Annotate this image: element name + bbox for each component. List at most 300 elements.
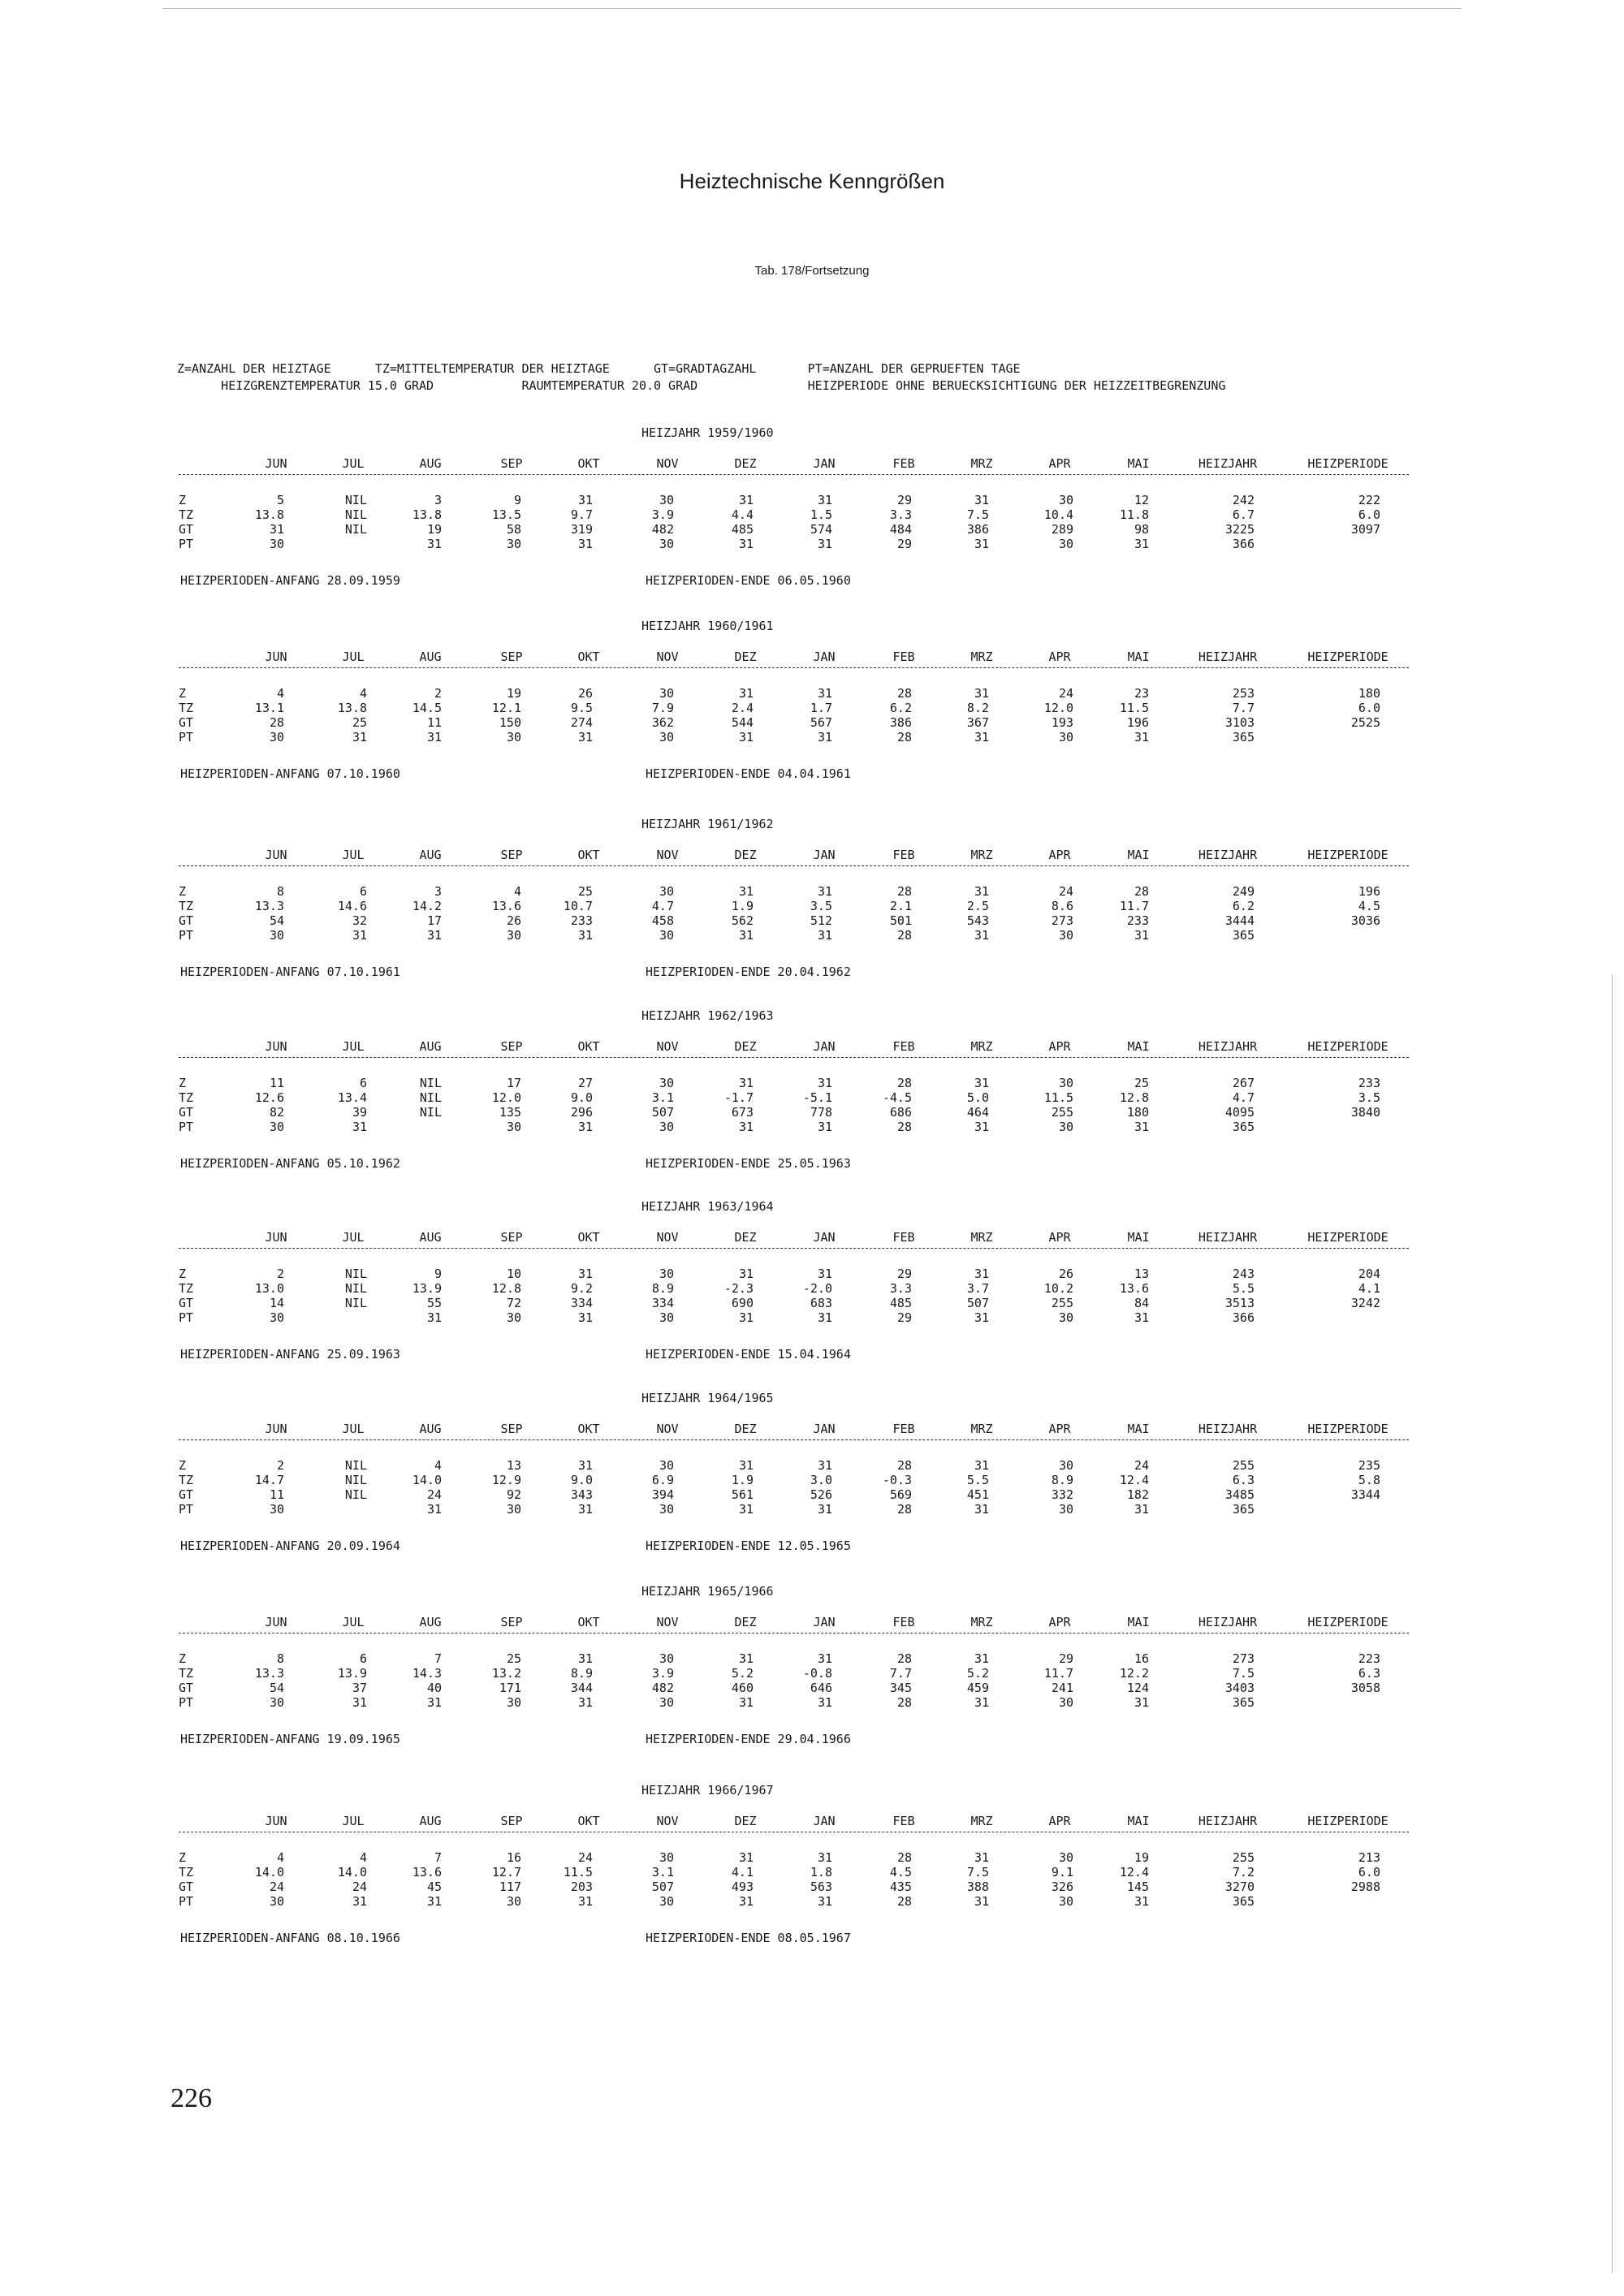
column-header: NOV [656,1422,679,1436]
table-row [0,507,1624,524]
table-cell: 6 [359,884,367,899]
table-cell: 6.0 [1358,507,1380,522]
table-row [0,1651,1624,1668]
table-cell: 29 [896,537,912,551]
table-cell: 84 [1134,1296,1149,1310]
table-cell: 193 [1051,715,1073,730]
table-cell: 464 [966,1105,989,1120]
table-row [0,899,1624,915]
table-cell: 54 [269,1681,284,1695]
table-cell: NIL [344,1487,367,1502]
table-cell: 30 [1058,1695,1073,1710]
column-header: JUN [265,1422,287,1436]
column-header: JUL [342,1814,365,1828]
table-cell: -0.8 [802,1666,832,1681]
table-cell: 29 [896,1310,912,1325]
table-cell: 561 [731,1487,754,1502]
row-label: TZ [179,1090,194,1105]
table-cell: 233 [1126,913,1149,928]
table-cell: 386 [966,522,989,537]
table-cell: 25 [577,884,593,899]
table-cell: 3270 [1224,1880,1255,1894]
table-cell: 4 [276,686,284,701]
table-cell: 673 [731,1105,754,1120]
table-cell: 7 [434,1651,442,1666]
table-cell: 5.5 [1232,1281,1255,1296]
table-row [0,884,1624,900]
table-cell: 3485 [1224,1487,1255,1502]
column-header: HEIZJAHR [1198,1615,1258,1629]
table-cell: 8 [276,884,284,899]
heating-period-start: HEIZPERIODEN-ANFANG 25.09.1963 [180,1347,400,1362]
table-cell: 28 [896,1894,912,1909]
table-cell: 30 [506,730,521,744]
table-row [0,1120,1624,1136]
table-cell: 3.1 [651,1090,674,1105]
column-header: NOV [656,1814,679,1828]
table-cell: 31 [974,537,989,551]
header-divider [179,865,1409,866]
table-cell: 326 [1051,1880,1073,1894]
table-cell: 14.7 [254,1473,284,1487]
table-cell: 4.7 [651,899,674,913]
table-cell: 5.2 [731,1666,754,1681]
column-header: APR [1048,1039,1071,1054]
table-cell: 13.2 [491,1666,521,1681]
row-label: PT [179,537,194,551]
table-cell: 25 [352,715,367,730]
table-cell: 31 [1134,1894,1149,1909]
table-cell: 30 [1058,493,1073,507]
table-cell: 14 [269,1296,284,1310]
row-label: Z [179,884,187,899]
table-cell: 117 [499,1880,521,1894]
table-cell: 9.1 [1051,1865,1073,1880]
column-header: MRZ [970,1230,993,1245]
table-row [0,1267,1624,1283]
column-header: DEZ [734,1814,757,1828]
column-header: HEIZPERIODE [1307,1039,1389,1054]
table-cell: 55 [426,1296,442,1310]
table-cell: 31 [1134,730,1149,744]
column-header: HEIZJAHR [1198,1422,1258,1436]
table-cell: 7.2 [1232,1865,1255,1880]
table-cell: 19 [426,522,442,537]
table-cell: 4.1 [731,1865,754,1880]
table-cell: 8.9 [651,1281,674,1296]
column-header: NOV [656,1230,679,1245]
table-cell: 4095 [1224,1105,1255,1120]
table-cell: 388 [966,1880,989,1894]
table-cell: 31 [738,1458,754,1473]
table-cell: -4.5 [882,1090,912,1105]
table-cell: 10 [506,1267,521,1281]
column-header: OKT [577,1814,600,1828]
table-cell: 451 [966,1487,989,1502]
table-cell: 274 [570,715,593,730]
column-header: HEIZJAHR [1198,1230,1258,1245]
column-header-row [0,1422,1624,1438]
table-cell: 28 [896,1120,912,1134]
legend-line-2: HEIZGRENZTEMPERATUR 15.0 GRAD RAUMTEMPERATUR 20.0 GRAD HEIZPERIODE OHNE BERUECKSICHTIGUNG DER HEIZZEITBEGRENZUNG [177,378,1226,393]
column-header: HEIZJAHR [1198,650,1258,664]
table-cell: 92 [506,1487,521,1502]
column-header: HEIZPERIODE [1307,1814,1389,1828]
table-cell: 13.6 [1119,1281,1149,1296]
column-header: OKT [577,1422,600,1436]
table-cell: 28 [896,1502,912,1517]
column-header: DEZ [734,650,757,664]
table-cell: 28 [896,1651,912,1666]
table-cell: 17 [426,913,442,928]
column-header: HEIZJAHR [1198,1039,1258,1054]
table-cell: 31 [738,537,754,551]
table-cell: 485 [731,522,754,537]
table-cell: 4.4 [731,507,754,522]
table-cell: 28 [896,686,912,701]
column-header: MAI [1127,1230,1150,1245]
table-cell: 31 [738,1310,754,1325]
table-cell: 31 [577,730,593,744]
table-cell: 9.0 [570,1473,593,1487]
table-row [0,1090,1624,1107]
column-header: MRZ [970,1422,993,1436]
table-cell: 3.7 [966,1281,989,1296]
table-cell: NIL [344,507,367,522]
column-header: JAN [813,1230,836,1245]
table-cell: NIL [419,1090,442,1105]
table-cell: 31 [974,1502,989,1517]
table-cell: 31 [974,493,989,507]
row-label: PT [179,1894,194,1909]
column-header: AUG [419,1615,442,1629]
table-cell: 1.5 [810,507,832,522]
table-cell: 6 [359,1076,367,1090]
table-cell: 8.6 [1051,899,1073,913]
heating-period-end: HEIZPERIODEN-ENDE 29.04.1966 [646,1732,851,1746]
table-cell: 30 [1058,1310,1073,1325]
table-cell: 683 [810,1296,832,1310]
column-header: HEIZPERIODE [1307,650,1389,664]
table-cell: 6.9 [651,1473,674,1487]
table-row [0,537,1624,553]
table-cell: 31 [738,1502,754,1517]
heating-year-block [0,1199,1624,1386]
table-cell: 3 [434,884,442,899]
table-cell: 19 [506,686,521,701]
table-cell: 10.2 [1043,1281,1073,1296]
table-cell: 222 [1358,493,1380,507]
table-cell: 82 [269,1105,284,1120]
table-cell: 344 [570,1681,593,1695]
table-cell: 30 [659,1695,674,1710]
table-cell: 31 [269,522,284,537]
table-cell: 31 [426,1310,442,1325]
table-row [0,1880,1624,1896]
table-cell: 482 [651,522,674,537]
table-cell: 10.4 [1043,507,1073,522]
table-cell: 12.4 [1119,1473,1149,1487]
table-cell: 30 [269,537,284,551]
table-cell: 30 [659,1458,674,1473]
table-cell: 37 [352,1681,367,1695]
table-cell: 31 [352,1120,367,1134]
table-cell: 273 [1232,1651,1255,1666]
table-cell: 31 [577,1458,593,1473]
table-cell: 30 [659,1894,674,1909]
table-cell: 31 [738,1894,754,1909]
table-cell: 2.1 [889,899,912,913]
table-cell: 31 [974,730,989,744]
table-cell: 31 [817,1267,832,1281]
heating-period-start: HEIZPERIODEN-ANFANG 07.10.1961 [180,965,400,979]
table-cell: 8.2 [966,701,989,715]
column-header: HEIZJAHR [1198,848,1258,862]
table-cell: 365 [1232,1120,1255,1134]
table-cell: 16 [506,1850,521,1865]
table-cell: 30 [659,493,674,507]
table-cell: 31 [738,1076,754,1090]
table-cell: 29 [1058,1651,1073,1666]
table-cell: 13.6 [491,899,521,913]
table-cell: 12.7 [491,1865,521,1880]
column-header: OKT [577,1230,600,1245]
row-label: GT [179,1296,194,1310]
column-header: APR [1048,1814,1071,1828]
table-cell: 72 [506,1296,521,1310]
heating-year-block [0,1783,1624,1970]
column-header: DEZ [734,1615,757,1629]
column-header: MAI [1127,1615,1150,1629]
table-cell: 3.5 [1358,1090,1380,1105]
table-cell: 31 [738,1651,754,1666]
column-header: JAN [813,1422,836,1436]
table-cell: 3097 [1350,522,1380,537]
table-cell: 24 [1058,884,1073,899]
heating-year-title: HEIZJAHR 1965/1966 [641,1584,774,1599]
column-header: AUG [419,1814,442,1828]
table-cell: 4 [434,1458,442,1473]
table-cell: 8.9 [1051,1473,1073,1487]
column-header: MRZ [970,650,993,664]
table-cell: 778 [810,1105,832,1120]
table-cell: 4.1 [1358,1281,1380,1296]
table-cell: 7.5 [966,1865,989,1880]
column-header: MRZ [970,1039,993,1054]
table-cell: 31 [577,928,593,943]
scan-edge-mark [162,8,1462,9]
row-label: TZ [179,1281,194,1296]
table-cell: 28 [1134,884,1149,899]
table-cell: 31 [974,1695,989,1710]
table-cell: 29 [896,493,912,507]
table-cell: 31 [738,928,754,943]
heating-period-start: HEIZPERIODEN-ANFANG 05.10.1962 [180,1156,400,1171]
table-cell: 30 [659,1267,674,1281]
row-label: PT [179,730,194,744]
table-cell: 31 [577,1651,593,1666]
table-cell: 13 [506,1458,521,1473]
table-cell: 3 [434,493,442,507]
table-cell: 31 [738,884,754,899]
row-label: PT [179,1695,194,1710]
table-cell: 3058 [1350,1681,1380,1695]
heating-period-end: HEIZPERIODEN-ENDE 06.05.1960 [646,573,851,588]
column-header: JUL [342,848,365,862]
table-cell: 30 [1058,730,1073,744]
table-cell: 31 [817,493,832,507]
row-label: Z [179,1076,187,1090]
table-cell: 686 [889,1105,912,1120]
column-header: MAI [1127,650,1150,664]
table-cell: 507 [966,1296,989,1310]
column-header: NOV [656,1039,679,1054]
row-label: PT [179,1310,194,1325]
table-cell: 31 [1134,1502,1149,1517]
table-cell: 31 [426,730,442,744]
table-cell: 11.7 [1043,1666,1073,1681]
table-cell: 3225 [1224,522,1255,537]
table-cell: NIL [419,1076,442,1090]
table-cell: 31 [817,1651,832,1666]
table-cell: 31 [817,884,832,899]
table-cell: 30 [269,928,284,943]
table-cell: 1.9 [731,899,754,913]
table-cell: 30 [269,1894,284,1909]
row-label: GT [179,1487,194,1502]
table-cell: 9.5 [570,701,593,715]
table-cell: 3.3 [889,507,912,522]
table-cell: 4 [276,1850,284,1865]
table-cell: 296 [570,1105,593,1120]
table-cell: 27 [577,1076,593,1090]
table-cell: 12.2 [1119,1666,1149,1681]
table-cell: 31 [974,1120,989,1134]
row-label: GT [179,1105,194,1120]
table-cell: 24 [269,1880,284,1894]
table-cell: 31 [817,686,832,701]
table-cell: 31 [974,1651,989,1666]
column-header: FEB [892,1814,915,1828]
column-header: HEIZJAHR [1198,1814,1258,1828]
table-cell: 28 [896,1695,912,1710]
row-label: TZ [179,1865,194,1880]
table-cell: 31 [817,730,832,744]
table-row [0,730,1624,746]
table-cell: 30 [269,730,284,744]
table-cell: 574 [810,522,832,537]
table-subtitle: Tab. 178/Fortsetzung [754,264,870,278]
heating-year-title: HEIZJAHR 1959/1960 [641,425,774,440]
table-cell: 13.4 [337,1090,367,1105]
row-label: Z [179,1850,187,1865]
table-row [0,1281,1624,1297]
row-label: Z [179,1267,187,1281]
row-label: TZ [179,1473,194,1487]
table-cell: 30 [1058,1120,1073,1134]
heating-year-title: HEIZJAHR 1960/1961 [641,619,774,633]
table-cell: 28 [896,1458,912,1473]
table-cell: 7.7 [889,1666,912,1681]
table-cell: 507 [651,1880,674,1894]
table-cell: 31 [577,1502,593,1517]
table-cell: NIL [344,1267,367,1281]
table-cell: 332 [1051,1487,1073,1502]
table-cell: 31 [738,1120,754,1134]
column-header: FEB [892,456,915,471]
table-cell: 365 [1232,928,1255,943]
column-header: APR [1048,1615,1071,1629]
table-cell: 30 [659,1502,674,1517]
table-cell: 289 [1051,522,1073,537]
table-cell: 255 [1232,1458,1255,1473]
column-header: JAN [813,848,836,862]
column-header: DEZ [734,456,757,471]
table-cell: 32 [352,913,367,928]
column-header: MAI [1127,1422,1150,1436]
header-divider [179,1439,1409,1440]
table-cell: 24 [577,1850,593,1865]
column-header: DEZ [734,1230,757,1245]
table-cell: 12.0 [1043,701,1073,715]
header-divider [179,474,1409,475]
table-row [0,1666,1624,1682]
column-header: SEP [500,1230,523,1245]
table-cell: 24 [352,1880,367,1894]
table-cell: 362 [651,715,674,730]
table-cell: 13.6 [412,1865,442,1880]
table-row [0,1310,1624,1327]
table-cell: 6.0 [1358,701,1380,715]
table-cell: 30 [1058,537,1073,551]
column-header: HEIZPERIODE [1307,456,1389,471]
column-header: FEB [892,1230,915,1245]
column-header-row [0,1039,1624,1055]
table-cell: 3.9 [651,507,674,522]
table-cell: 3103 [1224,715,1255,730]
table-cell: 4 [359,686,367,701]
table-cell: 31 [817,1850,832,1865]
table-cell: 2.4 [731,701,754,715]
header-divider [179,1057,1409,1058]
table-cell: 13.3 [254,899,284,913]
table-row [0,701,1624,717]
table-cell: 45 [426,1880,442,1894]
table-cell: 12.1 [491,701,521,715]
header-divider [179,667,1409,668]
column-header-row [0,848,1624,864]
table-cell: 31 [738,1850,754,1865]
table-cell: 459 [966,1681,989,1695]
table-cell: 9.7 [570,507,593,522]
table-cell: 8.9 [570,1666,593,1681]
table-cell: 2 [276,1267,284,1281]
table-cell: 26 [506,913,521,928]
table-cell: 13.8 [337,701,367,715]
table-row [0,686,1624,702]
table-cell: 196 [1126,715,1149,730]
table-cell: NIL [344,493,367,507]
table-cell: 25 [1134,1076,1149,1090]
heating-year-block [0,1584,1624,1771]
table-cell: 39 [352,1105,367,1120]
table-row [0,493,1624,509]
table-cell: 31 [426,1695,442,1710]
table-cell: 14.3 [412,1666,442,1681]
heating-year-title: HEIZJAHR 1962/1963 [641,1008,774,1023]
row-label: GT [179,1880,194,1894]
column-header: NOV [656,650,679,664]
